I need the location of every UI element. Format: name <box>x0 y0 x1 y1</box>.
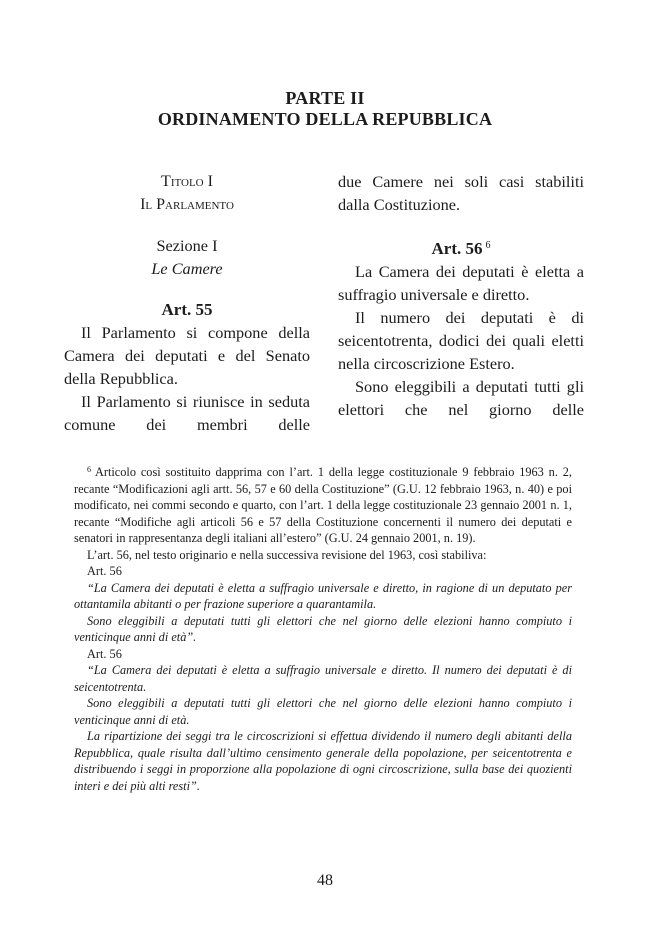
footnote <box>74 462 572 794</box>
footnote-marker: 6 <box>87 465 91 474</box>
article-56-paragraph-1: La Camera dei deputati è eletta a suffragio universale e diretto. <box>338 262 584 304</box>
footnote-original-label: Art. 56 <box>87 564 122 578</box>
left-column <box>64 170 310 436</box>
sezione-label: Sezione I <box>156 236 218 255</box>
article-56-heading-wrap <box>338 234 584 260</box>
right-column <box>338 170 584 421</box>
footnote-revision-quote-1: “La Camera dei deputati è eletta a suffragio universale e diretto. Il numero dei deputati è di seicentotrenta. <box>74 663 572 694</box>
footnote-text <box>74 462 572 547</box>
article-55-heading: Art. 55 <box>161 300 213 319</box>
article-55-continuation: due Camere nei soli casi stabiliti dalla Costituzione. <box>338 172 584 214</box>
footnote-original-quote-2: Sono eleggibili a deputati tutti gli elettori che nel giorno delle elezioni hanno compiuto i venticinque anni di età”. <box>74 613 572 644</box>
part-heading: PARTE II <box>285 88 365 108</box>
part-title: ORDINAMENTO DELLA REPUBBLICA <box>157 109 493 129</box>
footnote-intro: L’art. 56, nel testo originario e nella successiva revisione del 1963, così stabiliva: <box>87 547 487 562</box>
footnote-revision-label: Art. 56 <box>87 646 122 661</box>
footnote-body: Articolo così sostituito dapprima con l’art. 1 della legge costituzionale 9 febbraio 1963 n. 2, recante “Modificazioni agli artt. 56, 57 e 60 della Costituzione” (G.U. 12 febbraio 1963, n. 40) e poi modificato, nei commi secondo e quarto, con l’art. 1 della legge costituzionale 23 gennaio 2001 n. 1, recante “Modifiche agli articoli 56 e 57 della Costituzione concernenti il numero dei deputati e senatori in rappresentanza degli italiani all’estero” (G.U. 24 gennaio 2001, n. 19). <box>74 465 572 545</box>
article-56-paragraph-3: Sono eleggibili a deputati tutti gli elettori che nel giorno delle <box>338 377 584 419</box>
article-56-paragraph-2: Il numero dei deputati è di seicentotrenta, dodici dei quali eletti nella circoscrizione Estero. <box>338 308 584 373</box>
sezione-name: Le Camere <box>151 259 223 278</box>
article-55-paragraph-1: Il Parlamento si compone della Camera dei deputati e del Senato della Repubblica. <box>64 323 310 388</box>
page-number: 48 <box>317 872 333 889</box>
footnote-revision-quote-2: Sono eleggibili a deputati tutti gli elettori che nel giorno delle elezioni hanno compiuto i venticinque anni di età. <box>74 696 572 727</box>
article-55-paragraph-2: Il Parlamento si riunisce in seduta comune dei membri delle <box>64 392 310 434</box>
article-56-heading: Art. 56 <box>431 239 483 258</box>
footnote-revision-quote-3: La ripartizione dei seggi tra le circoscrizioni si effettua dividendo il numero degli abitanti della Repubblica, quale risulta dall’ultimo censimento generale della popolazione, per seicentotrenta e distribuendo i seggi in proporzione alla popolazione di ogni circoscrizione, sulla base dei quozienti interi e dei più alti resti”. <box>74 729 572 793</box>
footnote-reference: 6 <box>485 240 491 251</box>
titolo-label: Titolo I <box>161 173 213 190</box>
footnote-original-quote-1: “La Camera dei deputati è eletta a suffragio universale e diretto, in ragione di un deputato per ottantamila abitanti o per frazione superiore a quarantamila. <box>74 580 572 611</box>
titolo-name: Il Parlamento <box>140 196 234 213</box>
